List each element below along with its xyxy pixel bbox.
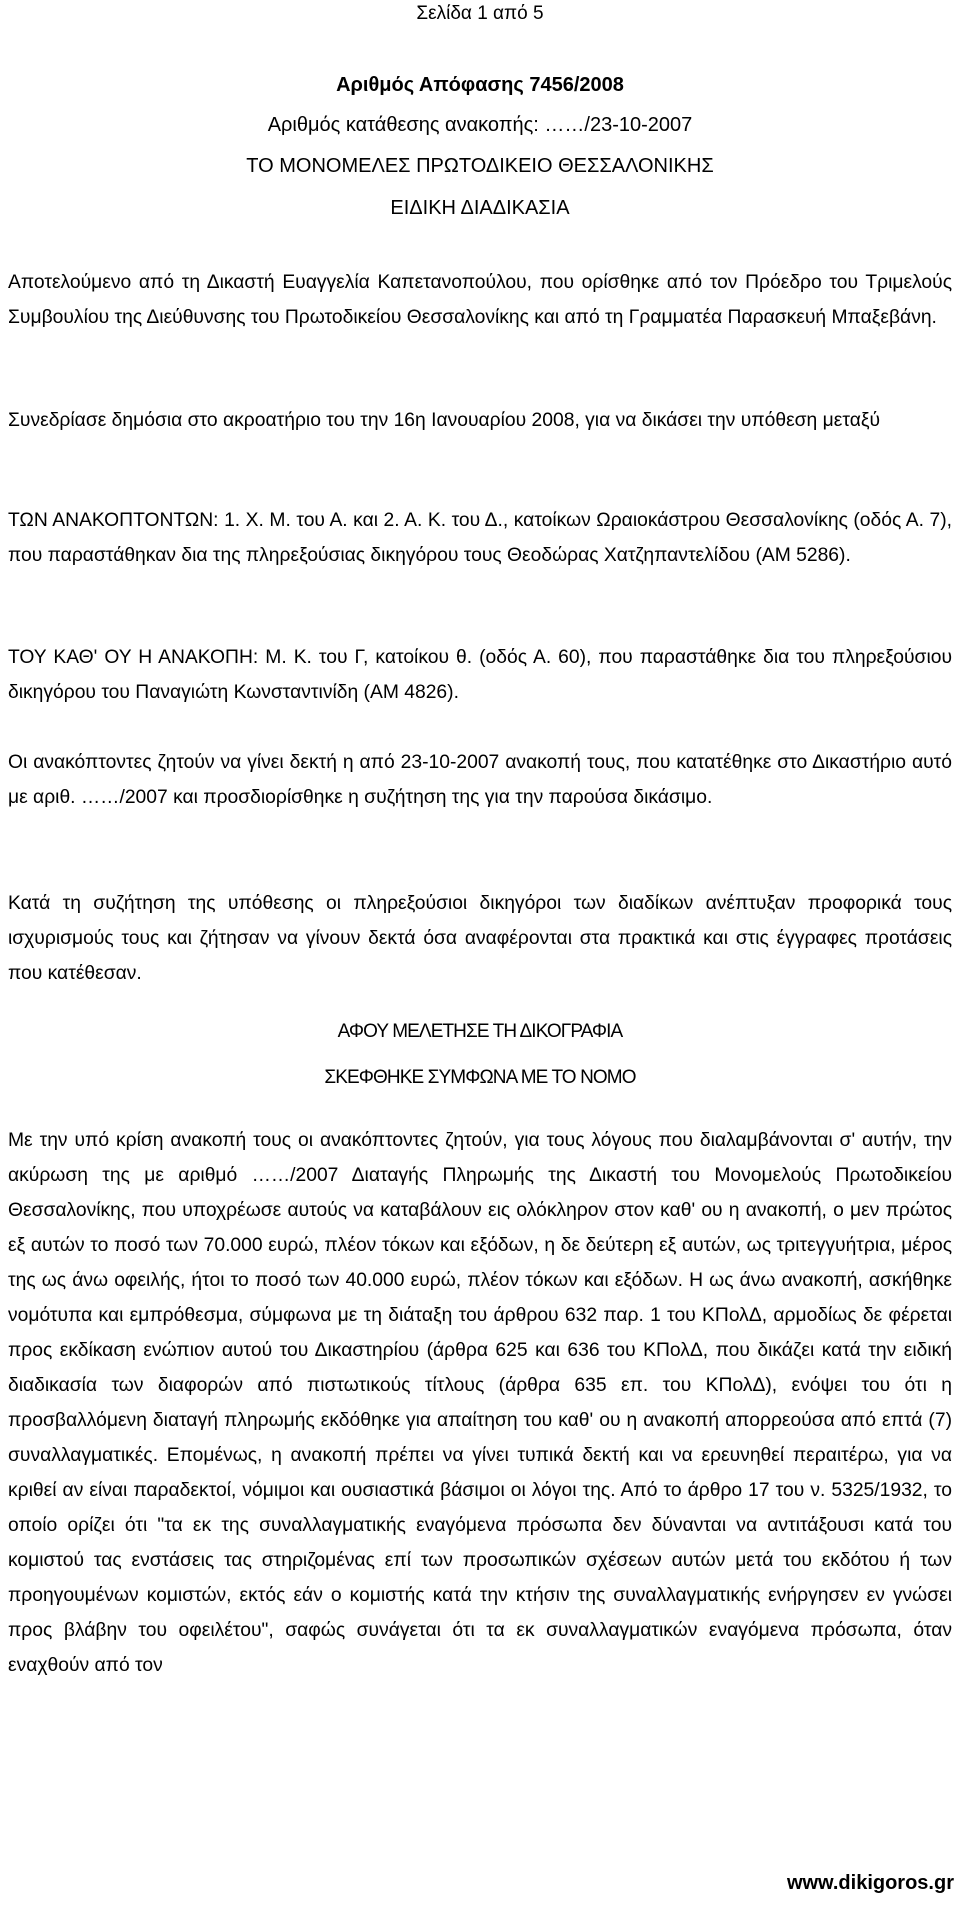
heading-considered: ΣΚΕΦΘΗΚΕ ΣΥΜΦΩΝΑ ΜΕ ΤΟ ΝΟΜΟ — [324, 1067, 636, 1088]
opposers-paragraph: ΤΩΝ ΑΝΑΚΟΠΤΟΝΤΩΝ: 1. Χ. Μ. του Α. και 2. Α. Κ. του Δ., κατοίκων Ωραιοκάστρου Θεσσαλονίκης (οδός Α. 7), που παραστάθηκαν δια της πληρεξούσιας δικηγόρου τους Θεοδώρας Χατζηπαντελίδου (ΑΜ 5286). — [8, 510, 952, 566]
filing-number: Αριθμός κατάθεσης ανακοπής: ……/23-10-2007 — [267, 114, 693, 136]
procedure-type: ΕΙΔΙΚΗ ΔΙΑΔΙΚΑΣΙΑ — [390, 197, 570, 219]
hearing-paragraph: Κατά τη συζήτηση της υπόθεσης οι πληρεξούσιοι δικηγόροι των διαδίκων ανέπτυξαν προφορικά τους ισχυρισμούς τους και ζήτησαν να γίνουν δεκτά όσα αναφέρονται στα πρακτικά και στις έγγραφες προτάσεις που κατέθεσαν. — [8, 893, 952, 984]
heading-studied: ΑΦΟΥ ΜΕΛΕΤΗΣΕ ΤΗ ΔΙΚΟΓΡΑΦΙΑ — [337, 1021, 623, 1042]
court-name: ΤΟ ΜΟΝΟΜΕΛΕΣ ΠΡΩΤΟΔΙΚΕΙΟ ΘΕΣΣΑΛΟΝΙΚΗΣ — [246, 155, 714, 177]
request-paragraph: Οι ανακόπτοντες ζητούν να γίνει δεκτή η από 23-10-2007 ανακοπή τους, που κατατέθηκε στο Δικαστήριο αυτό με αριθ. ……/2007 και προσδιορίσθηκε η συζήτηση της για την παρούσα δικάσιμο. — [8, 752, 952, 808]
session-paragraph: Συνεδρίασε δημόσια στο ακροατήριο του την 16η Ιανουαρίου 2008, για να δικάσει την υπόθεση μεταξύ — [8, 410, 881, 431]
respondent-paragraph: ΤΟΥ ΚΑΘ' ΟΥ Η ΑΝΑΚΟΠΗ: Μ. Κ. του Γ, κατοίκου θ. (οδός Α. 60), που παραστάθηκε δια του πληρεξούσιου δικηγόρου του Παναγιώτη Κωνσταντινίδη (ΑΜ 4826). — [8, 647, 952, 703]
reasoning-paragraph: Με την υπό κρίση ανακοπή τους οι ανακόπτοντες ζητούν, για τους λόγους που διαλαμβάνονται σ' αυτήν, την ακύρωση της με αριθμό ……/2007 Διαταγής Πληρωμής της Δικαστή του Μονομελούς Πρωτοδικείου Θεσσαλονίκης, που υποχρέωσε αυτούς να καταβάλουν εις ολόκληρον στον καθ' ου η ανακοπή, ο μεν πρώτος εξ αυτών το ποσό των 70.000 ευρώ, πλέον τόκων και εξόδων, η δε δεύτερη εξ αυτών, ως τριτεγγυήτρια, μέρος της ως άνω οφειλής, ήτοι το ποσό των 40.000 ευρώ, πλέον τόκων και εξόδων. Η ως άνω ανακοπή, ασκήθηκε νομότυπα και εμπρόθεσμα, σύμφωνα με τη διάταξη του άρθρου 632 παρ. 1 του ΚΠολΔ, αρμοδίως δε φέρεται προς εκδίκαση ενώπιον αυτού του Δικαστηρίου (άρθρα 625 και 636 του ΚΠολΔ, που δικάζει κατά την ειδική διαδικασία των διαφορών από πιστωτικούς τίτλους (άρθρα 635 επ. του ΚΠολΔ), ενόψει του ότι η προσβαλλόμενη διαταγή πληρωμής εκδόθηκε για απαίτηση του καθ' ου η ανακοπή απορρεούσα από επτά (7) συναλλαγματικές. Επομένως, η ανακοπή πρέπει να γίνει τυπικά δεκτή και να ερευνηθεί περαιτέρω, για να κριθεί αν είναι παραδεκτοί, νόμιμοι και ουσιαστικά βάσιμοι οι λόγοι της. Από το άρθρο 17 του ν. 5325/1932, το οποίο ορίζει ότι "τα εκ της συναλλαγματικής εναγόμενα πρόσωπα δεν δύνανται να αντιτάξουσι κατά του κομιστού τας ενστάσεις τας στηριζομένας επί των προσωπικών σχέσεων αυτών μετά του εκδότου ή των προηγουμένων κομιστών, εκτός εάν ο κομιστής κατά την κτήσιν της συναλλαγματικής ενήργησεν εν γνώσει προς βλάβην του οφειλέτου", σαφώς συνάγεται ότι τα εκ συναλλαγματικών εναγόμενα πρόσωπα, όταν εναχθούν από τον — [8, 1130, 952, 1676]
website-footer: www.dikigoros.gr — [786, 1872, 954, 1894]
page-indicator: Σελίδα 1 από 5 — [416, 3, 544, 24]
composition-paragraph: Αποτελούμενο από τη Δικαστή Ευαγγελία Καπετανοπούλου, που ορίσθηκε από τον Πρόεδρο του Τριμελούς Συμβουλίου της Διεύθυνσης του Πρωτοδικείου Θεσσαλονίκης και από τη Γραμματέα Παρασκευή Μπαξεβάνη. — [8, 272, 952, 328]
decision-number: Αριθμός Απόφασης 7456/2008 — [336, 74, 624, 96]
